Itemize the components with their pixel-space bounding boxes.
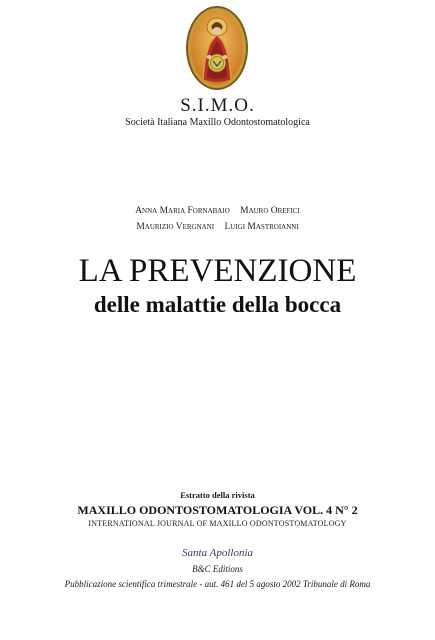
author-line — [0, 203, 435, 219]
author-name: Luigi Mastroianni — [224, 222, 299, 232]
society-name: Società Italiana Maxillo Odontostomatologica — [125, 117, 310, 128]
author-line — [0, 219, 435, 235]
society-acronym: S.I.M.O. — [180, 95, 255, 116]
author-name: Mauro Orefici — [240, 206, 300, 216]
publication-legal-notice: Pubblicazione scientifica trimestrale - aut. 461 del 5 agosto 2002 Tribunale di Roma — [64, 579, 371, 589]
author-name: Maurizio Vergnani — [136, 222, 215, 232]
author-list — [0, 203, 435, 235]
document-title: LA PREVENZIONE — [78, 253, 357, 289]
saint-apollonia-medallion-icon — [185, 5, 249, 91]
document-subtitle: delle malattie della bocca — [93, 292, 342, 317]
publisher-name: Santa Apollonia — [182, 547, 253, 559]
extract-label: Estratto della rivista — [180, 490, 255, 500]
journal-name-english: INTERNATIONAL JOURNAL OF MAXILLO ODONTOSTOMATOLOGY — [88, 519, 347, 528]
author-name: Anna Maria Fornabaio — [135, 206, 230, 216]
publisher-edition: B&C Editions — [192, 564, 243, 574]
journal-name: MAXILLO ODONTOSTOMATOLOGIA VOL. 4 N° 2 — [77, 503, 358, 517]
